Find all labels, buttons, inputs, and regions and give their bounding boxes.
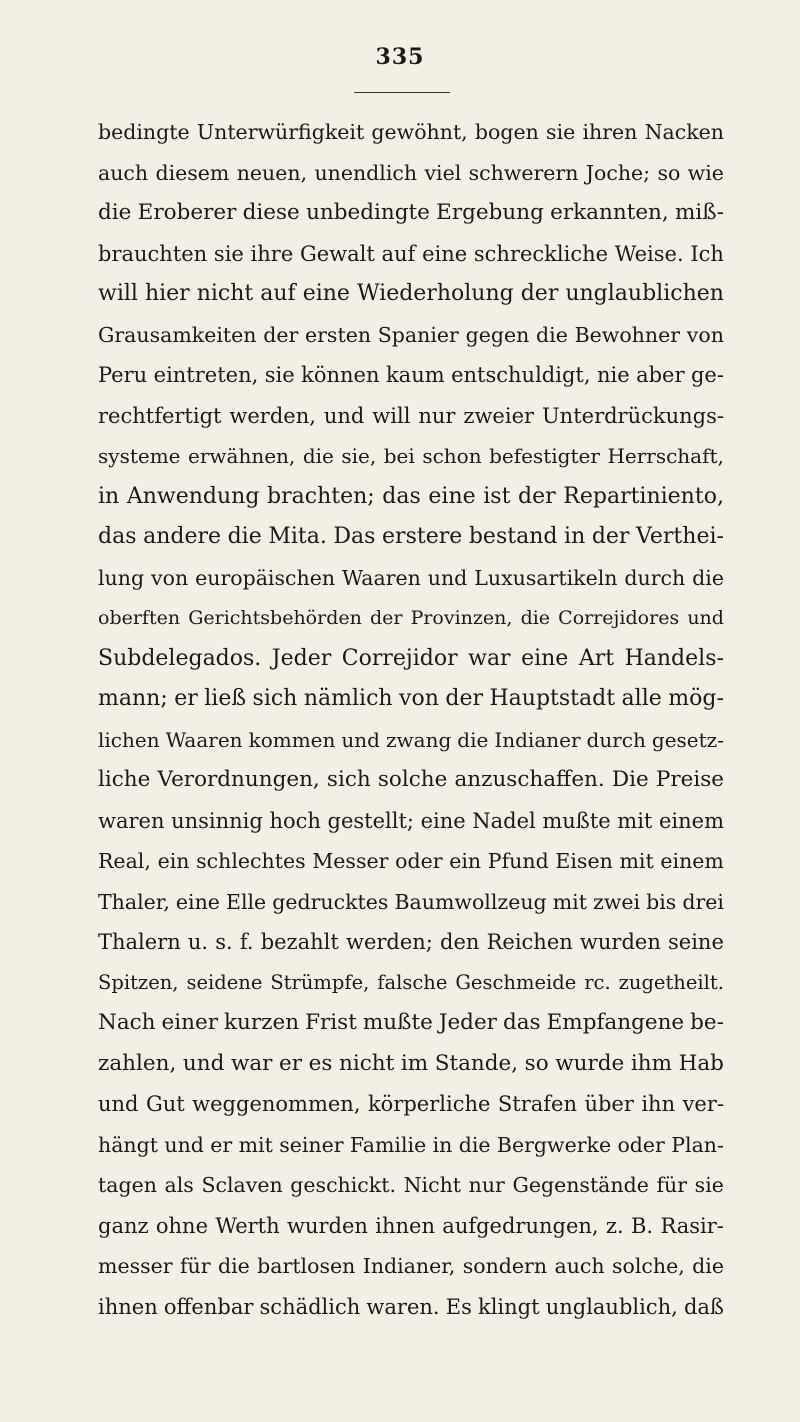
word: gesetz- <box>651 727 724 752</box>
word: sich <box>252 686 298 711</box>
word: ver- <box>682 1092 724 1116</box>
word: Repartiniento, <box>563 483 724 509</box>
word: Es <box>445 1294 472 1319</box>
word: Peru <box>98 363 148 387</box>
word: unbedingte <box>306 200 430 225</box>
word: Verthei- <box>636 524 724 549</box>
word: eine <box>428 483 476 509</box>
word: hängt <box>98 1132 158 1157</box>
word: Gegenstände <box>512 1173 649 1197</box>
word: in <box>432 1132 453 1157</box>
word: systeme <box>98 444 181 468</box>
word: auf <box>260 281 296 306</box>
word: weggenommen, <box>192 1092 361 1116</box>
word: bei <box>383 444 415 468</box>
word: durch <box>586 727 646 752</box>
text-line <box>98 598 724 639</box>
word: sie <box>694 1173 724 1197</box>
word: das <box>382 483 421 509</box>
word: sondern <box>462 1254 548 1278</box>
word: Frist <box>305 1010 357 1035</box>
word: gedrucktes <box>272 889 389 914</box>
word: mög- <box>668 686 724 711</box>
word: für <box>656 1173 688 1197</box>
word: Mita. <box>268 524 327 549</box>
word: Wiederholung <box>356 281 514 306</box>
word: bedingte <box>98 120 190 144</box>
word: waren <box>98 808 165 833</box>
word: über <box>584 1092 634 1116</box>
word: können <box>301 363 380 387</box>
word: waren. <box>366 1294 440 1319</box>
word: solche, <box>611 1254 685 1278</box>
word: Real, <box>98 849 151 873</box>
word: zahlen, <box>98 1050 177 1076</box>
word: oder <box>395 849 443 873</box>
word: nämlich <box>303 686 393 711</box>
word: eine <box>420 808 466 833</box>
word: der <box>445 686 483 711</box>
word: für <box>179 1254 211 1278</box>
word: falsche <box>377 970 448 994</box>
word: schreckliche <box>473 241 609 266</box>
word: B. <box>631 1213 654 1238</box>
word: seidene <box>186 970 263 994</box>
word: zweier <box>463 403 535 428</box>
word: nur <box>468 1173 505 1197</box>
word: das <box>502 1010 541 1035</box>
word: diesem <box>155 160 230 185</box>
word: gegen <box>465 322 530 347</box>
text-line <box>98 517 724 558</box>
word: eine <box>422 241 468 266</box>
word: der <box>591 524 630 549</box>
word: Jeder <box>438 1010 497 1035</box>
word: Thaler, <box>98 889 170 914</box>
word: die <box>457 727 489 752</box>
word: u. <box>187 930 209 954</box>
word: er <box>210 1132 233 1157</box>
word: in <box>564 524 586 549</box>
body-text <box>98 112 724 1327</box>
word: Joche; <box>585 160 651 185</box>
word: werden; <box>345 930 433 954</box>
word: die <box>520 607 551 629</box>
word: Werth <box>215 1213 280 1238</box>
word: wie <box>687 160 724 185</box>
word: die <box>217 1254 250 1278</box>
text-line <box>98 963 724 1004</box>
word: entschuldigt, <box>451 363 591 387</box>
word: Spitzen, <box>98 970 179 994</box>
word: eine <box>175 889 220 914</box>
text-line <box>98 112 724 153</box>
text-line <box>98 1287 724 1328</box>
word: bis <box>646 889 677 914</box>
word: Geschmeide <box>455 970 577 994</box>
word: mit <box>552 889 587 914</box>
header-rule <box>354 92 450 93</box>
word: neuen, <box>236 160 308 185</box>
word: mann; <box>98 686 168 711</box>
word: Eroberer <box>137 200 237 225</box>
word: Sclaven <box>201 1173 283 1197</box>
word: Anwendung <box>126 483 260 509</box>
word: zwang <box>386 727 452 752</box>
word: rechtfertigt <box>98 403 222 428</box>
word: will <box>372 403 411 428</box>
word: Herrschaft, <box>607 444 724 468</box>
word: nur <box>418 403 456 428</box>
word: und <box>164 1132 204 1157</box>
word: wurden <box>286 1213 368 1238</box>
word: ganz <box>98 1213 149 1238</box>
word: sie <box>546 120 576 144</box>
word: und <box>341 727 380 752</box>
text-line <box>98 1125 724 1166</box>
word: Correjidores <box>558 607 680 629</box>
word: die <box>458 1132 491 1157</box>
word: die <box>692 565 724 590</box>
word: bezahlt <box>260 930 339 954</box>
word: oberften <box>98 607 181 629</box>
word: Eisen <box>555 849 613 873</box>
word: Empfangene <box>546 1010 685 1035</box>
word: Baumwollzeug <box>394 889 547 914</box>
word: zugetheilt. <box>618 970 724 994</box>
word: anzuschaffen. <box>454 767 605 792</box>
word: Nadel <box>472 808 536 833</box>
word: war <box>230 1050 273 1076</box>
word: er <box>174 686 198 711</box>
text-line <box>98 679 724 720</box>
word: Unterdrückungs- <box>541 403 724 428</box>
word: Preise <box>655 767 724 792</box>
word: Elle <box>225 889 267 914</box>
word: Indianer, <box>362 1254 456 1278</box>
word: andere <box>143 524 222 549</box>
word: liche <box>98 767 151 792</box>
word: Reichen <box>486 930 573 954</box>
text-line <box>98 274 724 315</box>
word: die <box>302 444 334 468</box>
text-line <box>98 234 724 275</box>
word: eintreten, <box>153 363 259 387</box>
word: kommen <box>248 727 336 752</box>
word: in <box>98 483 120 509</box>
word: mußte <box>542 808 611 833</box>
text-line <box>98 720 724 761</box>
word: den <box>440 930 480 954</box>
word: zwei <box>593 889 641 914</box>
word: befestigter <box>489 444 600 468</box>
word: ihnen <box>375 1213 435 1238</box>
word: die <box>98 200 132 225</box>
word: ihren <box>582 120 638 144</box>
text-line <box>98 841 724 882</box>
word: und <box>182 1050 225 1076</box>
word: Strümpfe, <box>270 970 370 994</box>
word: Gewalt <box>299 241 375 266</box>
word: die <box>692 1254 724 1278</box>
text-line <box>98 760 724 801</box>
word: sie, <box>341 444 377 468</box>
word: unendlich <box>314 160 418 185</box>
word: Das <box>333 524 376 549</box>
word: und <box>427 565 468 590</box>
word: Luxusartikeln <box>474 565 618 590</box>
text-line <box>98 315 724 356</box>
word: Hab <box>678 1050 724 1076</box>
word: ihre <box>250 241 294 266</box>
word: durch <box>624 565 686 590</box>
word: ein <box>157 849 190 873</box>
word: ihm <box>630 1050 672 1076</box>
word: daß <box>683 1294 724 1319</box>
word: Bewohner <box>574 322 681 347</box>
word: ohne <box>155 1213 209 1238</box>
word: Nacken <box>644 120 724 144</box>
word: Familie <box>349 1132 427 1157</box>
page-number: 335 <box>375 44 425 70</box>
word: Rasir- <box>660 1213 724 1238</box>
word: diese <box>242 200 300 225</box>
word: Unterwürfigkeit <box>196 120 365 144</box>
word: auch <box>554 1254 605 1278</box>
text-line <box>98 355 724 396</box>
word: Messer <box>312 849 389 873</box>
word: sich <box>326 767 371 792</box>
word: Strafen <box>497 1092 577 1116</box>
word: so <box>657 160 681 185</box>
word: von <box>686 322 724 347</box>
word: nicht <box>339 1050 395 1076</box>
word: ein <box>449 849 482 873</box>
word: Art <box>578 645 615 671</box>
word: kaum <box>385 363 445 387</box>
text-line <box>98 801 724 842</box>
word: oder <box>617 1132 665 1157</box>
word: mit <box>617 808 653 833</box>
word: erwähnen, <box>188 444 296 468</box>
text-line <box>98 639 724 680</box>
word: schlechtes <box>196 849 306 873</box>
word: Correjidor <box>341 645 458 671</box>
word: erstere <box>382 524 463 549</box>
word: tagen <box>98 1173 157 1197</box>
word: es <box>308 1050 333 1076</box>
word: ihnen <box>98 1294 158 1319</box>
text-line <box>98 477 724 518</box>
word: schwerern <box>468 160 579 185</box>
word: Nicht <box>403 1173 462 1197</box>
word: der <box>369 607 403 629</box>
word: s. <box>215 930 233 954</box>
word: Gut <box>145 1092 185 1116</box>
word: das <box>98 524 137 549</box>
text-line <box>98 193 724 234</box>
word: hier <box>144 281 190 306</box>
text-line <box>98 558 724 599</box>
word: erkannten, <box>550 200 669 225</box>
text-line <box>98 882 724 923</box>
word: Weise. <box>614 241 684 266</box>
word: Indianer <box>494 727 581 752</box>
word: ließ <box>204 686 247 711</box>
word: ersten <box>305 322 372 347</box>
text-line <box>98 436 724 477</box>
word: schädlich <box>259 1294 361 1319</box>
word: war <box>468 645 511 671</box>
text-line <box>98 1165 724 1206</box>
word: Pfund <box>487 849 549 873</box>
word: die <box>227 524 262 549</box>
word: ihn <box>641 1092 676 1116</box>
word: von <box>399 686 439 711</box>
word: als <box>164 1173 194 1197</box>
word: und <box>323 403 365 428</box>
word: auch <box>98 160 149 185</box>
word: offenbar <box>163 1294 254 1319</box>
word: klingt <box>477 1294 540 1319</box>
word: Die <box>611 767 649 792</box>
word: und <box>687 607 724 629</box>
word: Stande, <box>434 1050 519 1076</box>
word: der <box>518 483 556 509</box>
word: Plan- <box>671 1132 724 1157</box>
word: eine <box>302 281 350 306</box>
word: so <box>524 1050 549 1076</box>
word: miß- <box>675 200 724 225</box>
word: unsinnig <box>171 808 263 833</box>
word: sie <box>213 241 244 266</box>
word: mit <box>238 1132 273 1157</box>
word: gewöhnt, <box>371 120 468 144</box>
word: mit <box>619 849 654 873</box>
word: messer <box>98 1254 173 1278</box>
word: ge- <box>690 363 724 387</box>
word: der <box>263 322 299 347</box>
word: unglaublich, <box>545 1294 678 1319</box>
word: gestellt; <box>327 808 414 833</box>
text-line <box>98 1003 724 1044</box>
word: er <box>279 1050 303 1076</box>
word: brauchten <box>98 241 208 266</box>
word: Verordnungen, <box>157 767 320 792</box>
word: von <box>151 565 189 590</box>
text-line <box>98 922 724 963</box>
text-line <box>98 1206 724 1247</box>
word: nicht <box>196 281 254 306</box>
word: Subdelegados. <box>98 645 262 671</box>
word: europäischen <box>195 565 336 590</box>
text-line <box>98 396 724 437</box>
word: bartlosen <box>257 1254 356 1278</box>
word: viel <box>424 160 462 185</box>
word: die <box>536 322 568 347</box>
word: Grausamkeiten <box>98 322 257 347</box>
word: Spanier <box>377 322 459 347</box>
word: Hauptstadt <box>489 686 616 711</box>
word: einem <box>660 849 724 873</box>
word: und <box>98 1092 139 1116</box>
word: aufgedrungen, <box>442 1213 599 1238</box>
word: körperliche <box>367 1092 491 1116</box>
word: Provinzen, <box>410 607 513 629</box>
word: solche <box>377 767 448 792</box>
text-line <box>98 1084 724 1125</box>
word: schon <box>422 444 482 468</box>
word: rc. <box>584 970 611 994</box>
word: will <box>98 281 138 306</box>
text-line <box>98 1044 724 1085</box>
word: drei <box>682 889 724 914</box>
word: Bergwerke <box>496 1132 612 1157</box>
word: der <box>520 281 559 306</box>
word: einem <box>658 808 724 833</box>
word: eine <box>521 645 569 671</box>
word: bogen <box>474 120 539 144</box>
word: im <box>400 1050 429 1076</box>
word: z. <box>605 1213 624 1238</box>
word: alle <box>621 686 662 711</box>
word: aber <box>636 363 685 387</box>
word: wurden <box>579 930 661 954</box>
word: seine <box>668 930 724 954</box>
word: Waaren <box>341 565 421 590</box>
word: einer <box>161 1010 218 1035</box>
word: lung <box>98 565 145 590</box>
word: kurzen <box>224 1010 300 1035</box>
word: auf <box>381 241 416 266</box>
word: bestand <box>468 524 558 549</box>
text-line <box>98 153 724 194</box>
word: be- <box>690 1010 724 1035</box>
word: unglaublichen <box>565 281 724 306</box>
word: Thalern <box>98 930 181 954</box>
word: werden, <box>229 403 316 428</box>
text-line <box>98 1246 724 1287</box>
word: f. <box>239 930 254 954</box>
word: nie <box>596 363 630 387</box>
word: Gerichtsbehörden <box>188 607 362 629</box>
word: Nach <box>98 1010 156 1035</box>
word: brachten; <box>267 483 375 509</box>
word: lichen <box>98 727 160 752</box>
word: sie <box>264 363 295 387</box>
word: Jeder <box>271 645 332 671</box>
word: Ergebung <box>436 200 544 225</box>
word: ist <box>483 483 511 509</box>
word: seiner <box>279 1132 344 1157</box>
word: Ich <box>690 241 724 266</box>
word: Waaren <box>165 727 243 752</box>
word: geschickt. <box>290 1173 396 1197</box>
word: mußte <box>362 1010 433 1035</box>
word: wurde <box>555 1050 625 1076</box>
word: hoch <box>269 808 321 833</box>
word: Handels- <box>624 645 724 671</box>
